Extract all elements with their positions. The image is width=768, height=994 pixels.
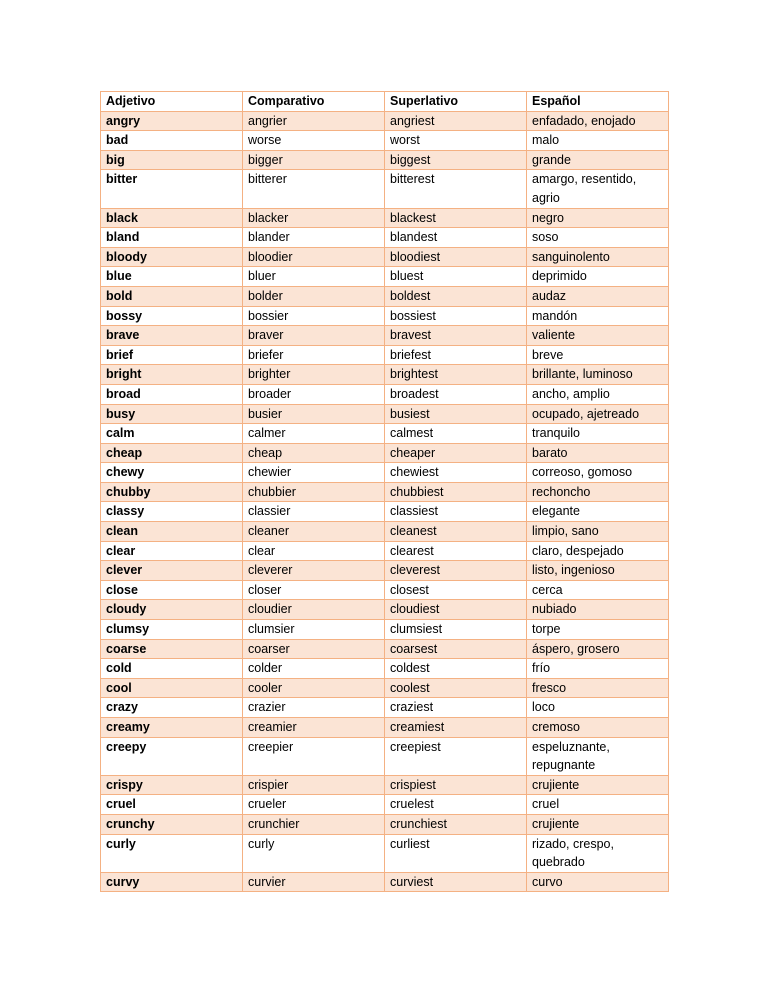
cell-spanish: crujiente (527, 775, 669, 795)
cell-spanish: rizado, crespo, quebrado (527, 834, 669, 872)
cell-superlative: coarsest (385, 639, 527, 659)
table-row (101, 718, 669, 738)
cell-superlative: cheaper (385, 443, 527, 463)
cell-spanish: barato (527, 443, 669, 463)
cell-spanish: nubiado (527, 600, 669, 620)
cell-superlative: bravest (385, 326, 527, 346)
cell-superlative: angriest (385, 111, 527, 131)
table-row (101, 384, 669, 404)
cell-comparative: classier (243, 502, 385, 522)
cell-comparative: braver (243, 326, 385, 346)
cell-superlative: cleverest (385, 561, 527, 581)
cell-spanish: correoso, gomoso (527, 463, 669, 483)
cell-comparative: briefer (243, 345, 385, 365)
adjective-comparison-table (100, 91, 669, 892)
cell-spanish: fresco (527, 678, 669, 698)
cell-spanish: malo (527, 131, 669, 151)
cell-spanish: breve (527, 345, 669, 365)
table-row (101, 345, 669, 365)
cell-adjective: creepy (101, 737, 243, 775)
cell-superlative: busiest (385, 404, 527, 424)
cell-adjective: creamy (101, 718, 243, 738)
cell-superlative: crispiest (385, 775, 527, 795)
cell-superlative: bloodiest (385, 247, 527, 267)
table-row (101, 522, 669, 542)
cell-spanish: brillante, luminoso (527, 365, 669, 385)
cell-adjective: clever (101, 561, 243, 581)
cell-spanish: enfadado, enojado (527, 111, 669, 131)
cell-adjective: cloudy (101, 600, 243, 620)
table-row (101, 737, 669, 775)
cell-superlative: curviest (385, 872, 527, 892)
cell-spanish: valiente (527, 326, 669, 346)
cell-superlative: curliest (385, 834, 527, 872)
table-row (101, 775, 669, 795)
cell-adjective: bland (101, 228, 243, 248)
cell-spanish: deprimido (527, 267, 669, 287)
cell-comparative: bossier (243, 306, 385, 326)
cell-adjective: cool (101, 678, 243, 698)
cell-superlative: bitterest (385, 170, 527, 208)
table-row (101, 131, 669, 151)
table-row (101, 639, 669, 659)
cell-superlative: biggest (385, 150, 527, 170)
cell-adjective: angry (101, 111, 243, 131)
cell-spanish: cruel (527, 795, 669, 815)
table-row (101, 267, 669, 287)
cell-superlative: cloudiest (385, 600, 527, 620)
table-row (101, 150, 669, 170)
cell-comparative: creamier (243, 718, 385, 738)
table-row (101, 600, 669, 620)
cell-adjective: calm (101, 424, 243, 444)
cell-adjective: bad (101, 131, 243, 151)
table-row (101, 424, 669, 444)
cell-comparative: bitterer (243, 170, 385, 208)
cell-spanish: ancho, amplio (527, 384, 669, 404)
cell-adjective: cold (101, 659, 243, 679)
cell-comparative: clumsier (243, 620, 385, 640)
table-row (101, 834, 669, 872)
table-row (101, 814, 669, 834)
cell-adjective: crunchy (101, 814, 243, 834)
table-row (101, 482, 669, 502)
cell-adjective: curvy (101, 872, 243, 892)
cell-spanish: rechoncho (527, 482, 669, 502)
header-comparative: Comparativo (243, 92, 385, 112)
cell-superlative: chewiest (385, 463, 527, 483)
cell-adjective: crispy (101, 775, 243, 795)
cell-comparative: cheap (243, 443, 385, 463)
cell-adjective: cruel (101, 795, 243, 815)
cell-superlative: bluest (385, 267, 527, 287)
table-row (101, 404, 669, 424)
cell-spanish: soso (527, 228, 669, 248)
cell-superlative: crunchiest (385, 814, 527, 834)
cell-spanish: audaz (527, 286, 669, 306)
cell-superlative: closest (385, 580, 527, 600)
header-spanish: Español (527, 92, 669, 112)
cell-spanish: mandón (527, 306, 669, 326)
cell-superlative: creepiest (385, 737, 527, 775)
cell-spanish: cremoso (527, 718, 669, 738)
cell-spanish: amargo, resentido, agrio (527, 170, 669, 208)
cell-comparative: crueler (243, 795, 385, 815)
cell-spanish: ocupado, ajetreado (527, 404, 669, 424)
cell-adjective: big (101, 150, 243, 170)
cell-spanish: crujiente (527, 814, 669, 834)
cell-superlative: briefest (385, 345, 527, 365)
table-row (101, 561, 669, 581)
cell-adjective: cheap (101, 443, 243, 463)
cell-adjective: bold (101, 286, 243, 306)
cell-comparative: blander (243, 228, 385, 248)
cell-superlative: broadest (385, 384, 527, 404)
cell-spanish: cerca (527, 580, 669, 600)
cell-adjective: coarse (101, 639, 243, 659)
cell-comparative: cooler (243, 678, 385, 698)
table-row (101, 306, 669, 326)
cell-superlative: coolest (385, 678, 527, 698)
cell-spanish: listo, ingenioso (527, 561, 669, 581)
table-row (101, 463, 669, 483)
cell-comparative: calmer (243, 424, 385, 444)
table-row (101, 502, 669, 522)
cell-comparative: blacker (243, 208, 385, 228)
cell-superlative: cruelest (385, 795, 527, 815)
cell-comparative: bluer (243, 267, 385, 287)
cell-comparative: broader (243, 384, 385, 404)
cell-superlative: boldest (385, 286, 527, 306)
table-row (101, 541, 669, 561)
table-row (101, 228, 669, 248)
cell-comparative: curly (243, 834, 385, 872)
cell-superlative: classiest (385, 502, 527, 522)
cell-spanish: claro, despejado (527, 541, 669, 561)
cell-adjective: close (101, 580, 243, 600)
table-row (101, 286, 669, 306)
cell-adjective: bitter (101, 170, 243, 208)
cell-adjective: chewy (101, 463, 243, 483)
table-row (101, 872, 669, 892)
cell-comparative: chubbier (243, 482, 385, 502)
cell-comparative: bolder (243, 286, 385, 306)
table-row (101, 443, 669, 463)
table-row (101, 795, 669, 815)
table-row (101, 208, 669, 228)
table-row (101, 580, 669, 600)
cell-superlative: blandest (385, 228, 527, 248)
table-header-row (101, 92, 669, 112)
cell-comparative: cleaner (243, 522, 385, 542)
cell-adjective: black (101, 208, 243, 228)
cell-spanish: frío (527, 659, 669, 679)
table-row (101, 170, 669, 208)
header-superlative: Superlativo (385, 92, 527, 112)
cell-adjective: crazy (101, 698, 243, 718)
cell-adjective: classy (101, 502, 243, 522)
cell-superlative: cleanest (385, 522, 527, 542)
cell-comparative: bloodier (243, 247, 385, 267)
cell-comparative: closer (243, 580, 385, 600)
table-row (101, 678, 669, 698)
cell-spanish: grande (527, 150, 669, 170)
table-row (101, 111, 669, 131)
cell-comparative: clear (243, 541, 385, 561)
cell-spanish: loco (527, 698, 669, 718)
header-adjective: Adjetivo (101, 92, 243, 112)
table-row (101, 365, 669, 385)
cell-superlative: creamiest (385, 718, 527, 738)
cell-superlative: blackest (385, 208, 527, 228)
cell-superlative: brightest (385, 365, 527, 385)
cell-comparative: busier (243, 404, 385, 424)
table-row (101, 326, 669, 346)
cell-adjective: bright (101, 365, 243, 385)
cell-superlative: coldest (385, 659, 527, 679)
cell-adjective: broad (101, 384, 243, 404)
cell-superlative: calmest (385, 424, 527, 444)
cell-spanish: limpio, sano (527, 522, 669, 542)
table-row (101, 247, 669, 267)
cell-spanish: torpe (527, 620, 669, 640)
cell-adjective: bossy (101, 306, 243, 326)
table-row (101, 659, 669, 679)
cell-comparative: worse (243, 131, 385, 151)
cell-spanish: negro (527, 208, 669, 228)
cell-comparative: crispier (243, 775, 385, 795)
cell-adjective: bloody (101, 247, 243, 267)
cell-comparative: curvier (243, 872, 385, 892)
table-body (101, 111, 669, 892)
cell-comparative: angrier (243, 111, 385, 131)
cell-comparative: cloudier (243, 600, 385, 620)
cell-comparative: bigger (243, 150, 385, 170)
cell-adjective: clean (101, 522, 243, 542)
cell-comparative: colder (243, 659, 385, 679)
cell-comparative: crunchier (243, 814, 385, 834)
cell-comparative: crazier (243, 698, 385, 718)
cell-spanish: elegante (527, 502, 669, 522)
cell-spanish: espeluznante, repugnante (527, 737, 669, 775)
cell-comparative: creepier (243, 737, 385, 775)
cell-comparative: cleverer (243, 561, 385, 581)
cell-adjective: brief (101, 345, 243, 365)
cell-superlative: clumsiest (385, 620, 527, 640)
cell-adjective: brave (101, 326, 243, 346)
cell-adjective: clumsy (101, 620, 243, 640)
table-row (101, 620, 669, 640)
cell-superlative: bossiest (385, 306, 527, 326)
cell-superlative: chubbiest (385, 482, 527, 502)
cell-adjective: curly (101, 834, 243, 872)
cell-adjective: busy (101, 404, 243, 424)
cell-spanish: áspero, grosero (527, 639, 669, 659)
cell-adjective: clear (101, 541, 243, 561)
cell-comparative: brighter (243, 365, 385, 385)
cell-adjective: chubby (101, 482, 243, 502)
cell-spanish: curvo (527, 872, 669, 892)
cell-comparative: coarser (243, 639, 385, 659)
cell-spanish: sanguinolento (527, 247, 669, 267)
table-row (101, 698, 669, 718)
cell-superlative: clearest (385, 541, 527, 561)
cell-adjective: blue (101, 267, 243, 287)
cell-comparative: chewier (243, 463, 385, 483)
cell-superlative: craziest (385, 698, 527, 718)
cell-superlative: worst (385, 131, 527, 151)
cell-spanish: tranquilo (527, 424, 669, 444)
